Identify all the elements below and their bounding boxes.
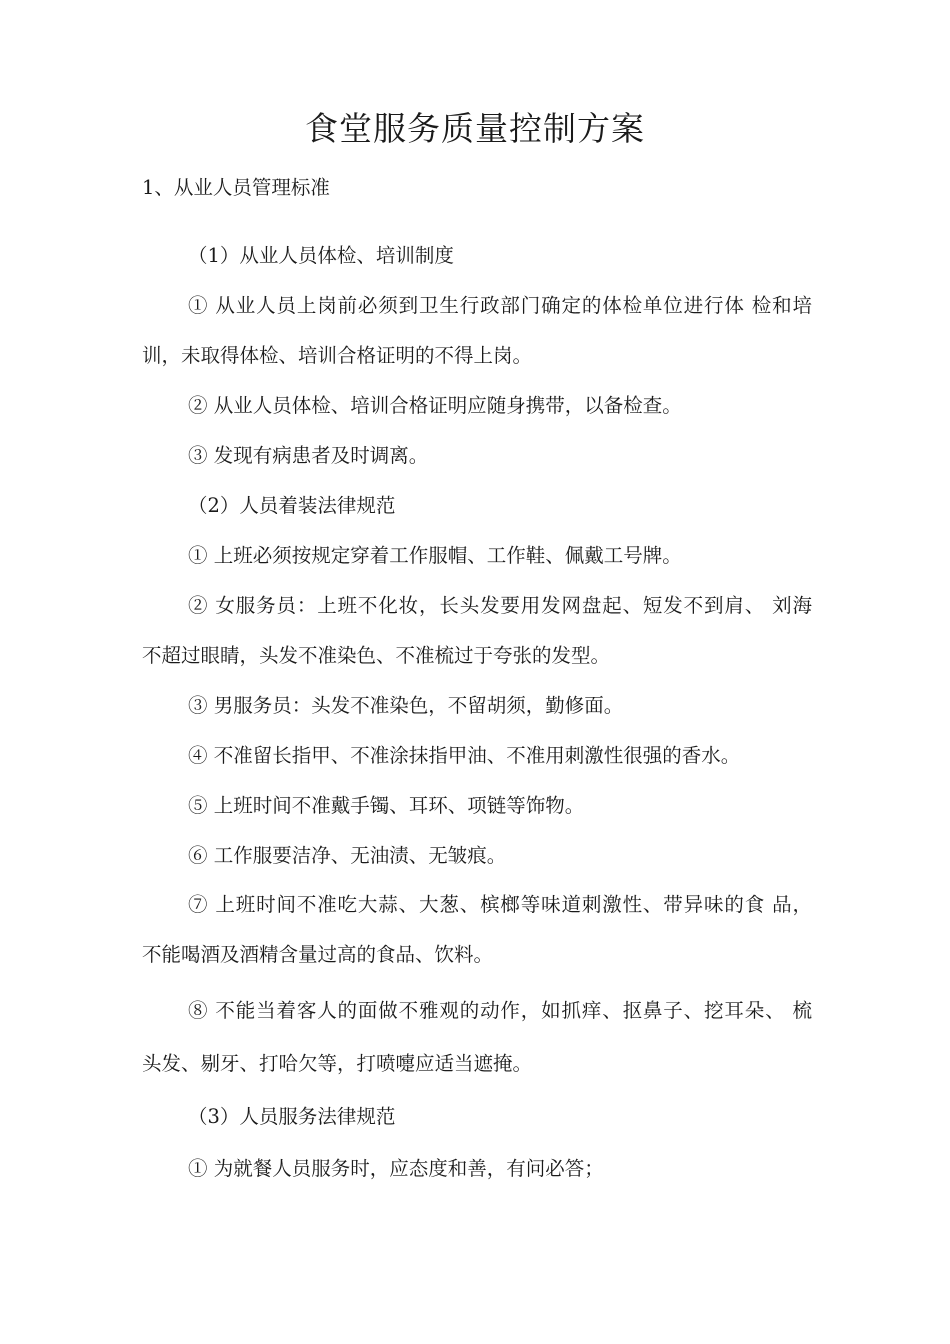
list-item: ③ 发现有病患者及时调离。 bbox=[188, 444, 429, 467]
list-item: ⑧ 不能当着客人的面做不雅观的动作，如抓痒、抠鼻子、挖耳朵、 梳 bbox=[188, 999, 812, 1022]
list-item: ② 女服务员：上班不化妆，长头发要用发网盘起、短发不到肩、 刘海 bbox=[188, 594, 812, 617]
list-item-continuation: 不能喝酒及酒精含量过高的食品、饮料。 bbox=[142, 943, 494, 966]
list-item: ⑦ 上班时间不准吃大蒜、大葱、槟榔等味道刺激性、带异味的食 品， bbox=[188, 893, 812, 916]
section-heading: 1、从业人员管理标准 bbox=[142, 176, 330, 199]
list-item: ① 从业人员上岗前必须到卫生行政部门确定的体检单位进行体 检和培 bbox=[188, 294, 812, 317]
list-item: ④ 不准留长指甲、不准涂抹指甲油、不准用刺激性很强的香水。 bbox=[188, 744, 741, 767]
document-title: 食堂服务质量控制方案 bbox=[305, 109, 645, 148]
list-item: ③ 男服务员：头发不准染色，不留胡须，勤修面。 bbox=[188, 694, 624, 717]
subsection-heading: （3）人员服务法律规范 bbox=[188, 1105, 396, 1128]
list-item: ⑤ 上班时间不准戴手镯、耳环、项链等饰物。 bbox=[188, 794, 585, 817]
list-item: ② 从业人员体检、培训合格证明应随身携带，以备检查。 bbox=[188, 394, 682, 417]
list-item-continuation: 训，未取得体检、培训合格证明的不得上岗。 bbox=[142, 344, 533, 367]
list-item: ⑥ 工作服要洁净、无油渍、无皱痕。 bbox=[188, 844, 507, 867]
list-item-continuation: 不超过眼睛，头发不准染色、不准梳过于夸张的发型。 bbox=[142, 644, 611, 667]
subsection-heading: （2）人员着装法律规范 bbox=[188, 494, 396, 517]
list-item-continuation: 头发、剔牙、打哈欠等，打喷嚏应适当遮掩。 bbox=[142, 1052, 533, 1075]
list-item: ① 为就餐人员服务时，应态度和善，有问必答； bbox=[188, 1157, 604, 1180]
subsection-heading: （1）从业人员体检、培训制度 bbox=[188, 244, 454, 267]
list-item: ① 上班必须按规定穿着工作服帽、工作鞋、佩戴工号牌。 bbox=[188, 544, 682, 567]
